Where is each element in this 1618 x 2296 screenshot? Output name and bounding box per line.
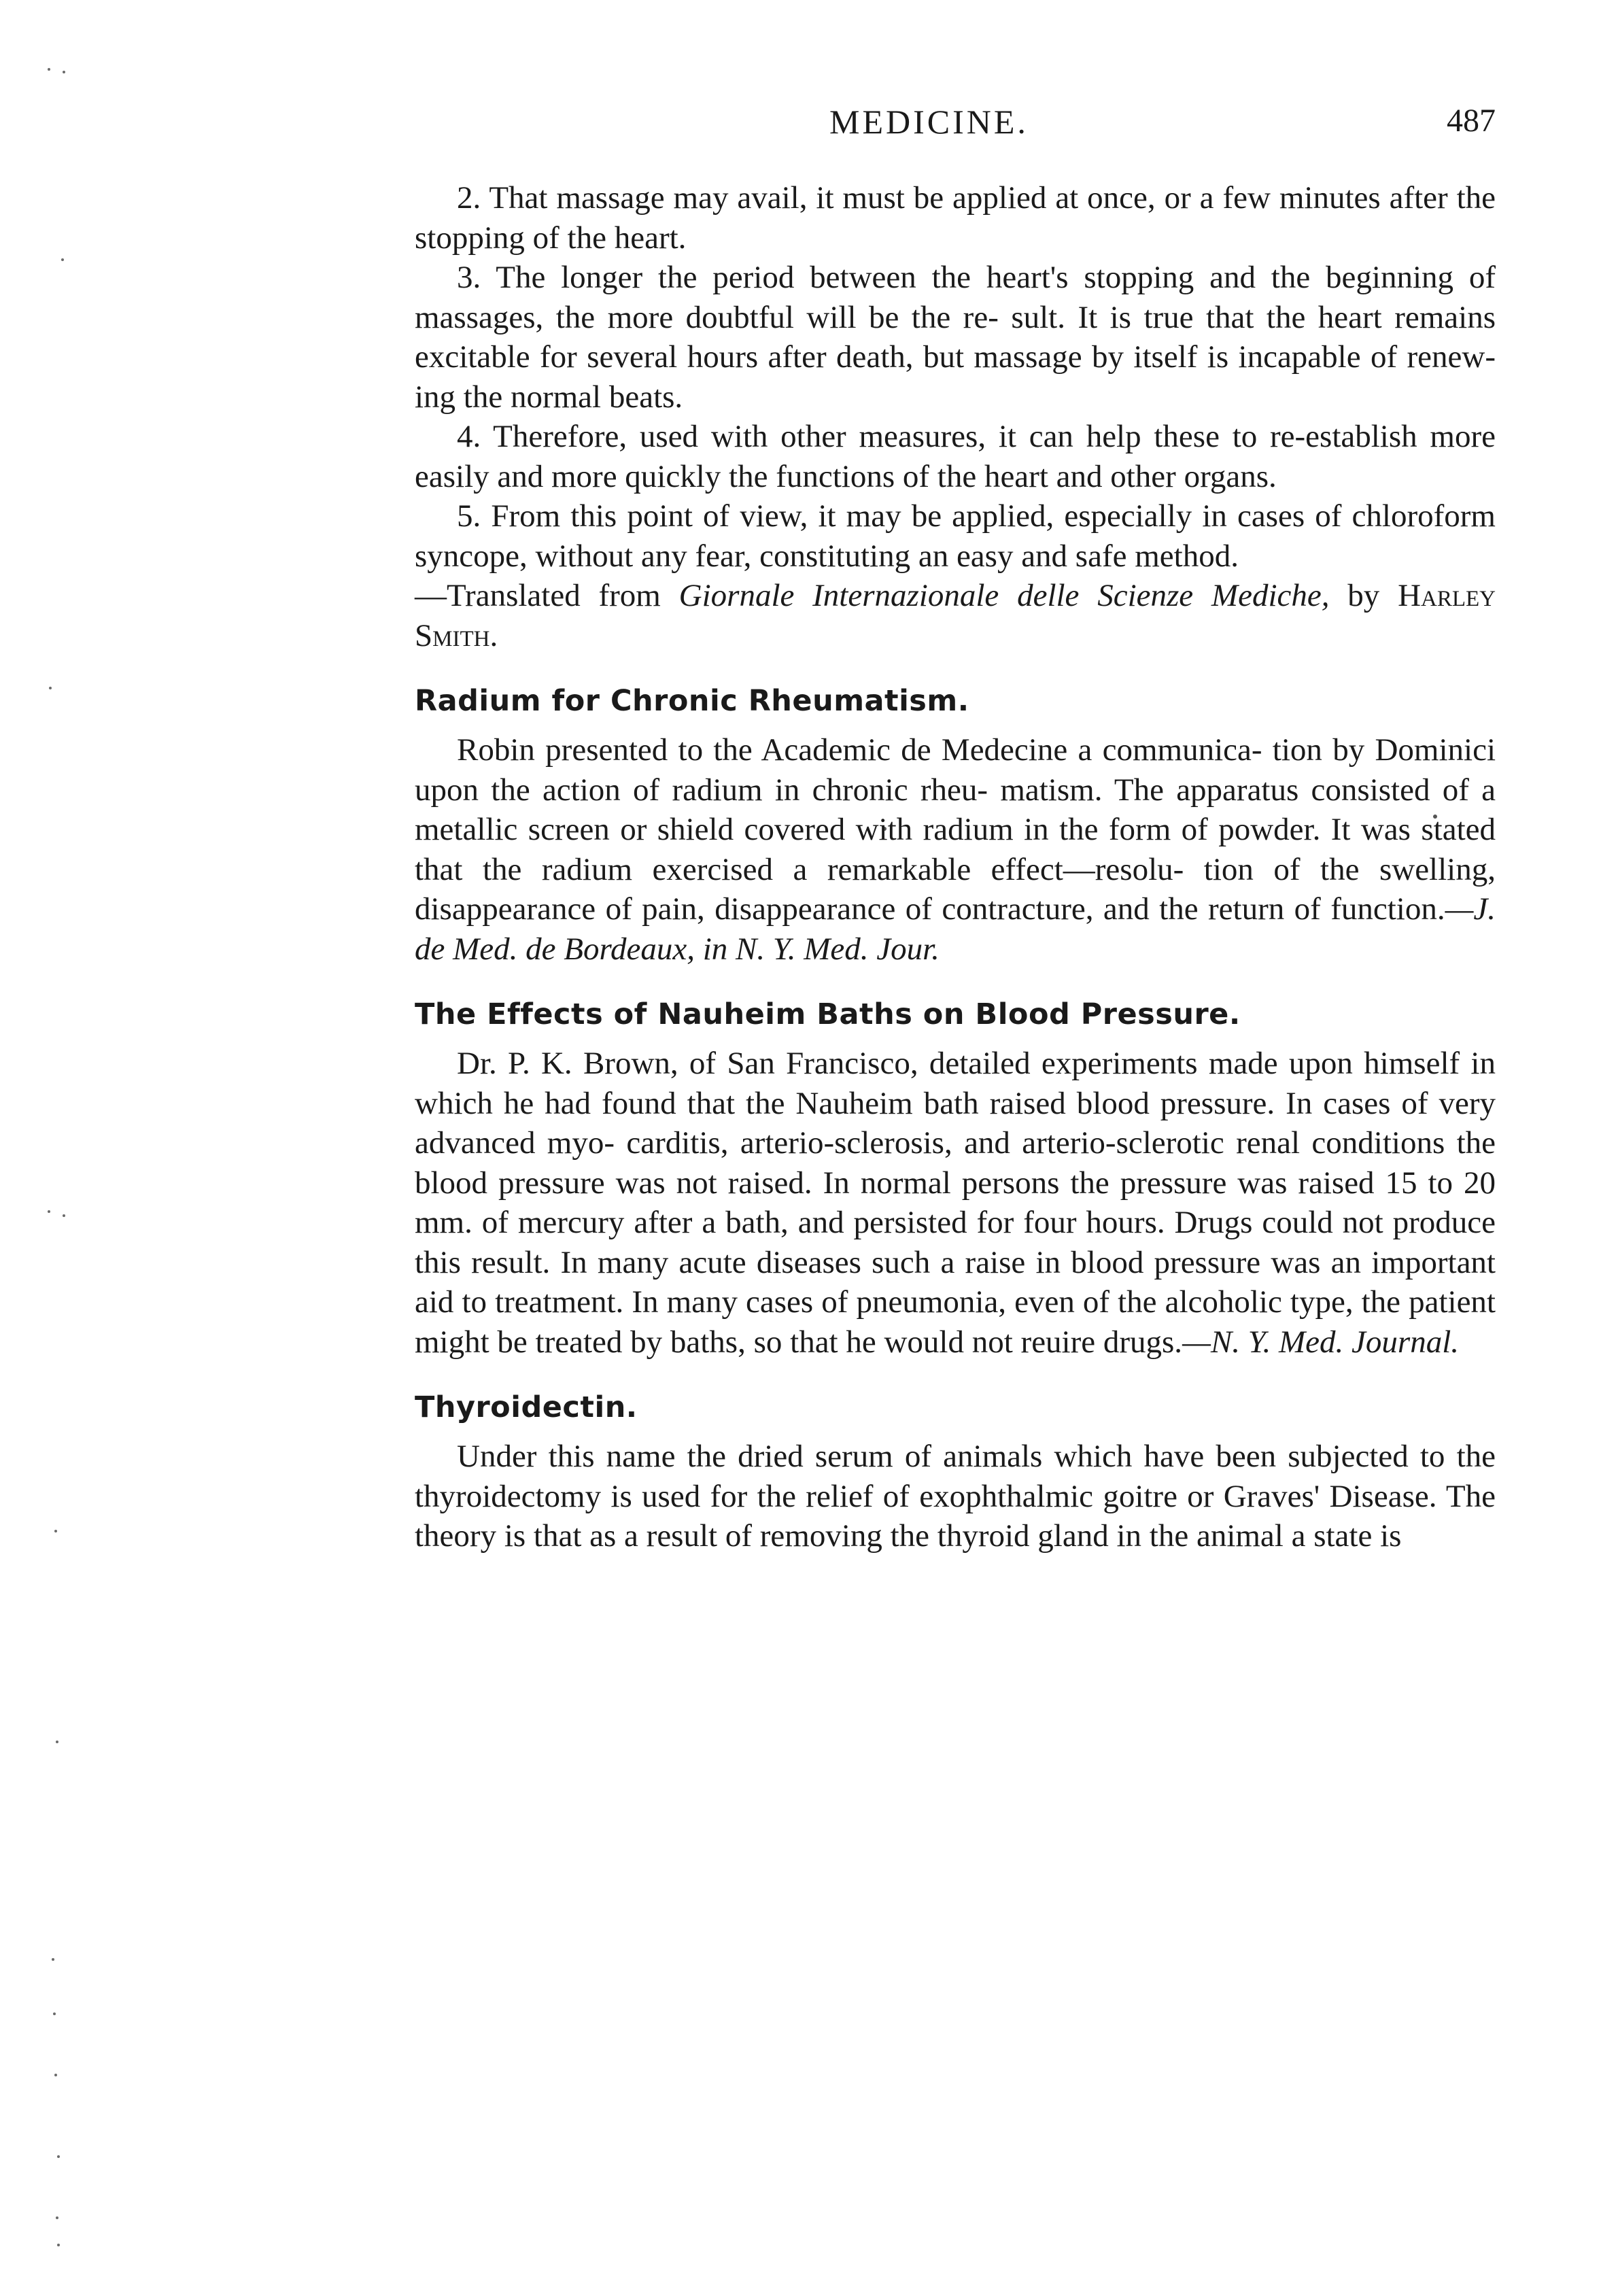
list-item-3 [415,258,1496,417]
section-paragraph-thyroidectin [415,1437,1496,1556]
text-line: 2. That massage may avail, it must be applied at once, [457,180,1156,216]
running-title: MEDICINE. [829,103,1029,141]
text-line: 5. From this point of view, it may be applied, especially [457,498,1192,534]
text-line: sult. It is true that the heart remains excitable for several [415,299,1496,375]
text-line: 3. The longer the period between the heart's stopping and [457,260,1256,295]
section-source: —J. de Med. de Bordeaux, in N. Y. Med. Jour. [415,891,1496,967]
spacer [415,969,1496,995]
text-line: the beginning of massages, the more doubtful will be the re- [415,260,1496,335]
spacer [415,1427,1496,1437]
text-line: shield covered with radium in the form of powder. It was [657,812,1411,847]
list-item-2 [415,178,1496,258]
section-heading-radium: Radium for Chronic Rheumatism. [415,684,969,718]
section-heading-nauheim: The Effects of Nauheim Baths on Blood Pressure. [415,997,1241,1031]
translation-attribution [415,576,1496,655]
text-line: Robin presented to the Academic de Medecine a communica- [457,732,1262,768]
text-line: the heart and other organs. [937,458,1277,494]
text-line: persisted for four hours. Drugs could not produce this result. [415,1205,1496,1280]
text-line: pressure was raised 15 to 20 mm. of mercury after a bath, and [415,1165,1496,1240]
attribution-author: Harley Smith. [415,578,1496,653]
attribution-prefix: —Translated from [415,578,679,613]
text-line: tion of the swelling, disappearance of pain, disappearance of [415,851,1496,927]
text-line: made upon himself in which he had found that the Nauheim [415,1046,1496,1121]
text-line: Dr. P. K. Brown, of San Francisco, detailed experiments [457,1046,1198,1081]
text-line: ing the normal beats. [415,379,683,415]
spacer [415,721,1496,730]
text-line: result of removing the thyroid gland in the animal a state is [646,1518,1402,1554]
text-line: important aid to treatment. In many cases of pneumonia, [415,1244,1496,1320]
text-line: an easy and safe method. [918,538,1239,574]
text-line: even of the alcoholic type, the patient might be treated by [415,1284,1496,1360]
section-paragraph-radium [415,730,1496,969]
text-line: 4. Therefore, used with other measures, it can help these [457,419,1220,454]
text-line: exophthalmic goitre or Graves' Disease. The theory is that as a [415,1478,1496,1554]
page-body [415,178,1496,1556]
page-number: 487 [1447,103,1496,139]
section-heading-thyroidectin: Thyroidectin. [415,1390,638,1424]
text-line: hours after death, but massage by itself is incapable of renew- [687,339,1496,375]
section-paragraph-nauheim [415,1044,1496,1362]
text-line: carditis, arterio-sclerosis, and arterio-sclerotic renal conditions [626,1125,1445,1161]
text-line: matism. The apparatus consisted of a metallic screen or [415,772,1496,847]
text-line: baths, so that he would not reuire drugs. [670,1324,1183,1360]
text-line: or a few minutes after the stopping of the heart. [415,180,1496,256]
text-line: tion by Dominici upon the action of radium in chronic rheu- [415,732,1496,808]
spacer [415,1034,1496,1044]
spacer [415,1362,1496,1388]
running-head [421,102,1496,150]
attribution-journal: Giornale Internazionale delle Scienze Mediche, [678,578,1330,613]
text-line: the blood pressure was not raised. In normal persons the [415,1125,1496,1201]
text-line: been subjected to the thyroidectomy is used for the relief of [415,1439,1496,1514]
text-line: in cases of chloroform syncope, without any fear, constituting [415,498,1496,574]
text-line: to re-establish more easily and more quickly the functions of [415,419,1496,494]
scan-margin-specks [0,0,109,2296]
section-source: —N. Y. Med. Journal. [1182,1324,1459,1360]
list-item-4 [415,417,1496,496]
attribution-by: by [1329,578,1398,613]
text-line: bath raised blood pressure. In cases of very advanced myo- [415,1085,1496,1161]
text-line: contracture, and the return of function. [942,891,1445,927]
text-line: In many acute diseases such a raise in blood pressure was an [560,1244,1362,1280]
spacer [415,655,1496,681]
list-item-5 [415,496,1496,576]
text-line: Under this name the dried serum of animals which have [457,1439,1205,1474]
text-line: stated that the radium exercised a remarkable effect—resolu- [415,812,1496,887]
